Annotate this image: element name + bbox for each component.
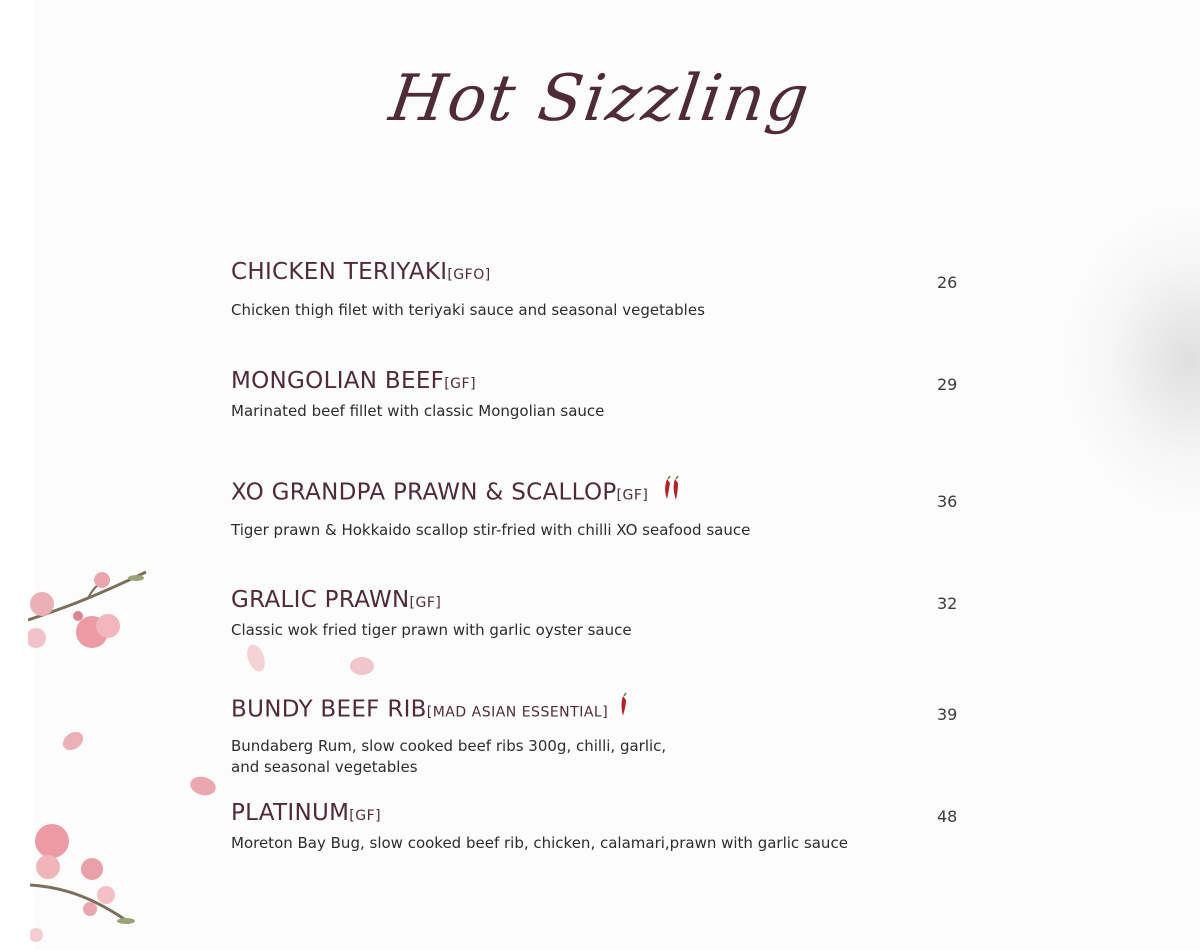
chili-pepper-icon bbox=[618, 692, 630, 728]
left-margin bbox=[0, 0, 34, 950]
item-price: 29 bbox=[937, 375, 958, 394]
page-curl-shadow bbox=[1060, 200, 1200, 520]
item-dietary-tag: [GF] bbox=[616, 487, 649, 504]
blossom-petal bbox=[55, 725, 95, 765]
item-description: Bundaberg Rum, slow cooked beef ribs 300g, chilli, garlic, and seasonal vegetables bbox=[231, 737, 667, 776]
menu-item bbox=[231, 585, 971, 641]
item-price: 36 bbox=[937, 492, 958, 511]
cherry-blossom-branch-bottom bbox=[30, 815, 140, 945]
cherry-blossom-branch-top bbox=[28, 560, 158, 670]
item-description: Moreton Bay Bug, slow cooked beef rib, chicken, calamari,prawn with garlic sauce bbox=[231, 834, 848, 852]
blossom-petals bbox=[240, 640, 380, 680]
item-price: 39 bbox=[937, 705, 958, 724]
item-name: MONGOLIAN BEEF bbox=[231, 368, 445, 394]
item-price: 32 bbox=[937, 594, 958, 613]
item-name: GRALIC PRAWN bbox=[231, 587, 410, 613]
item-dietary-tag: [MAD ASIAN ESSENTIAL] bbox=[426, 704, 609, 721]
chili-pepper-icon bbox=[662, 475, 684, 511]
menu-section-title: Hot Sizzling bbox=[385, 62, 815, 136]
item-description: Tiger prawn & Hokkaido scallop stir-fried with chilli XO seafood sauce bbox=[231, 521, 751, 539]
menu-item bbox=[231, 692, 971, 778]
item-price: 26 bbox=[937, 273, 958, 292]
item-description: Classic wok fried tiger prawn with garlic oyster sauce bbox=[231, 621, 632, 639]
item-dietary-tag: [GF] bbox=[444, 376, 477, 392]
item-name: XO GRANDPA PRAWN & SCALLOP bbox=[231, 479, 617, 506]
menu-item bbox=[231, 366, 971, 422]
item-description: Chicken thigh filet with teriyaki sauce and seasonal vegetables bbox=[231, 301, 705, 319]
item-name: PLATINUM bbox=[231, 800, 350, 826]
item-dietary-tag: [GF] bbox=[409, 595, 442, 611]
menu-item bbox=[231, 257, 971, 321]
item-description: Marinated beef fillet with classic Mongolian sauce bbox=[231, 402, 605, 420]
item-dietary-tag: [GF] bbox=[349, 808, 382, 824]
item-name: BUNDY BEEF RIB bbox=[231, 696, 427, 723]
item-name: CHICKEN TERIYAKI bbox=[231, 259, 448, 285]
blossom-petal bbox=[185, 770, 225, 806]
item-dietary-tag: [GFO] bbox=[447, 267, 491, 283]
menu-item bbox=[231, 798, 971, 854]
item-price: 48 bbox=[937, 807, 958, 826]
menu-item bbox=[231, 475, 971, 541]
